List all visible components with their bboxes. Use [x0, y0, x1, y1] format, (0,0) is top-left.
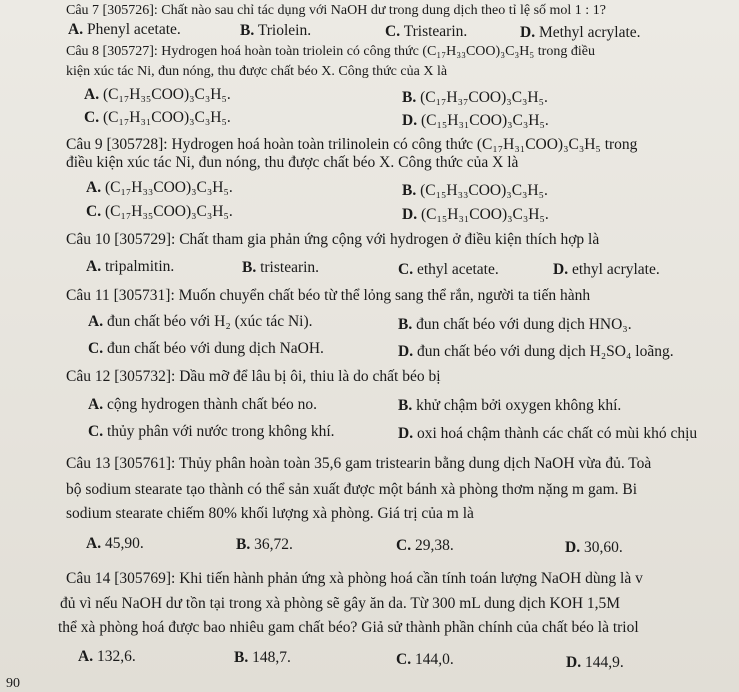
q13-option-d: D. 30,60. [565, 539, 623, 556]
q10-stem: Câu 10 [305729]: Chất tham gia phản ứng cộng với hydrogen ở điều kiện thích hợp là [66, 231, 600, 248]
q13-option-c: C. 29,38. [396, 537, 454, 554]
q9-option-c: C. (C₁₇H₃₅COO)₃C₃H₅. [86, 203, 233, 220]
q9-stem-line2: điều kiện xúc tác Ni, đun nóng, thu được chất béo X. Công thức của X là [66, 154, 519, 171]
q8-option-b: B. (C₁₇H₃₇COO)₃C₃H₅. [402, 89, 548, 106]
q9-option-b: B. (C₁₅H₃₃COO)₃C₃H₅. [402, 182, 548, 199]
q9-option-a: A. (C₁₇H₃₃COO)₃C₃H₅. [86, 179, 233, 196]
q8-stem-line2: kiện xúc tác Ni, đun nóng, thu được chất béo X. Công thức của X là [66, 64, 448, 79]
q13-option-b: B. 36,72. [236, 536, 293, 553]
q8-option-c: C. (C₁₇H₃₁COO)₃C₃H₅. [84, 109, 231, 126]
q12-stem: Câu 12 [305732]: Dầu mỡ để lâu bị ôi, thiu là do chất béo bị [66, 368, 441, 385]
q14-option-a: A. 132,6. [78, 648, 136, 665]
q10-option-b: B. tristearin. [242, 259, 320, 276]
q14-stem-line2: đủ vì nếu NaOH dư tồn tại trong xà phòng sẽ gây ăn da. Từ 300 mL dung dịch KOH 1,5M [60, 595, 621, 612]
page-number: 90 [6, 676, 20, 691]
q13-option-a: A. 45,90. [86, 535, 144, 552]
q8-stem-line1: Câu 8 [305727]: Hydrogen hoá hoàn toàn triolein có công thức (C₁₇H₃₃COO)₃C₃H₅ trong điều [66, 44, 595, 59]
q12-option-d: D. oxi hoá chậm thành các chất có mùi khó chịu [398, 425, 698, 442]
q13-stem-line3: sodium stearate chiếm 80% khối lượng xà phòng. Giá trị của m là [66, 505, 474, 522]
q14-option-d: D. 144,9. [566, 654, 624, 671]
q7-option-b: B. Triolein. [240, 22, 312, 39]
q10-option-c: C. ethyl acetate. [398, 261, 499, 278]
q12-option-b: B. khử chậm bởi oxygen không khí. [398, 397, 622, 414]
q7-option-c: C. Tristearin. [385, 23, 468, 40]
q11-option-b: B. đun chất béo với dung dịch HNO₃. [398, 316, 632, 333]
q7-option-d: D. Methyl acrylate. [520, 24, 641, 41]
q11-option-a: A. đun chất béo với H₂ (xúc tác Ni). [88, 313, 313, 330]
q12-option-c: C. thủy phân với nước trong không khí. [88, 423, 335, 440]
q13-stem-line1: Câu 13 [305761]: Thủy phân hoàn toàn 35,6 gam tristearin bằng dung dịch NaOH vừa đủ. Toà [66, 455, 652, 472]
q9-stem-line1: Câu 9 [305728]: Hydrogen hoá hoàn toàn trilinolein có công thức (C₁₇H₃₁COO)₃C₃H₅ trong [66, 136, 638, 153]
q11-stem: Câu 11 [305731]: Muốn chuyển chất béo từ thể lỏng sang thể rắn, người ta tiến hành [66, 287, 591, 304]
q7-stem: Câu 7 [305726]: Chất nào sau chỉ tác dụng với NaOH dư trong dung dịch theo tỉ lệ số mol 1 : 1? [66, 3, 606, 18]
q12-option-a: A. cộng hydrogen thành chất béo no. [88, 396, 318, 413]
q14-option-b: B. 148,7. [234, 649, 291, 666]
q14-option-c: C. 144,0. [396, 651, 454, 668]
q11-option-c: C. đun chất béo với dung dịch NaOH. [88, 340, 324, 357]
q10-option-d: D. ethyl acrylate. [553, 261, 660, 278]
q9-option-d: D. (C₁₅H₃₁COO)₃C₃H₅. [402, 206, 549, 223]
q10-option-a: A. tripalmitin. [86, 258, 175, 275]
q11-option-d: D. đun chất béo với dung dịch H₂SO₄ loãng. [398, 343, 674, 360]
q13-stem-line2: bộ sodium stearate tạo thành có thể sản xuất được một bánh xà phòng thơm nặng m gam. Bi [66, 481, 638, 498]
q8-option-a: A. (C₁₇H₃₅COO)₃C₃H₅. [84, 86, 231, 103]
q14-stem-line3: thể xà phòng hoá được bao nhiêu gam chất béo? Giả sử thành phần chính của chất béo là triol [58, 619, 639, 636]
q7-option-a: A. Phenyl acetate. [68, 21, 181, 38]
q14-stem-line1: Câu 14 [305769]: Khi tiến hành phản ứng xà phòng hoá cần tính toán lượng NaOH dùng là v [66, 570, 643, 587]
q8-option-d: D. (C₁₅H₃₁COO)₃C₃H₅. [402, 112, 549, 129]
